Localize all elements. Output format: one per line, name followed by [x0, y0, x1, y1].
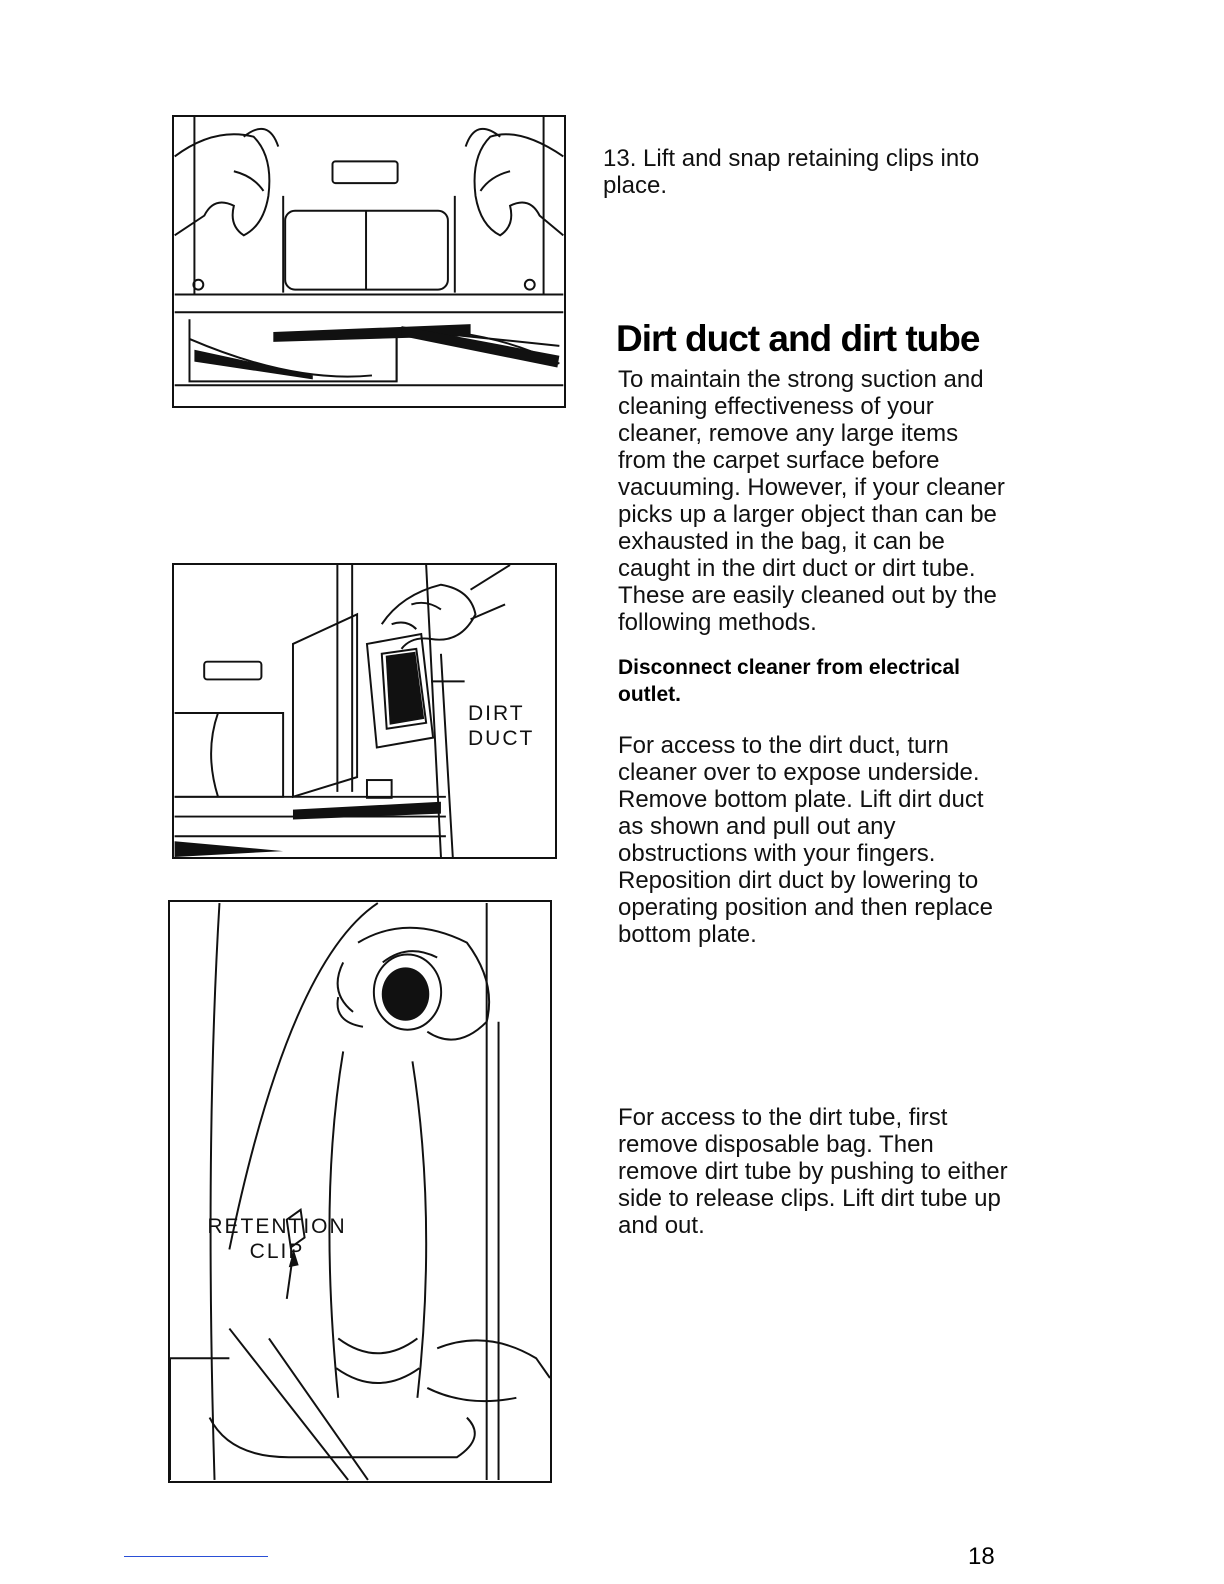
retaining-clips-illustration [174, 117, 564, 406]
page-number: 18 [968, 1543, 995, 1570]
figure-retaining-clips [172, 115, 566, 408]
intro-paragraph: To maintain the strong suction and cleaning effectiveness of your cleaner, remove any large items from the carpet surface before vacuuming. However, if your cleaner picks up a larger object than can be exhausted in the bag, it can be caught in the dirt duct or dirt tube. These are easily cleaned out by the following methods. [618, 366, 1005, 636]
disconnect-warning: Disconnect cleaner from electrical outlet. [618, 656, 960, 706]
retention-clip-callout: RETENTION CLIP [207, 1215, 347, 1263]
footer-rule [124, 1556, 268, 1557]
dirt-tube-illustration [170, 902, 550, 1481]
dirt-duct-instructions: For access to the dirt duct, turn cleaner over to expose underside. Remove bottom plate. Lift dirt duct as shown and pull out any obstructions with your fingers. Reposition dirt duct by lowering to operating position and then replace bottom plate. [618, 732, 993, 948]
figure-dirt-tube [168, 900, 552, 1483]
section-heading: Dirt duct and dirt tube [616, 318, 980, 359]
dirt-tube-instructions: For access to the dirt tube, first remove disposable bag. Then remove dirt tube by pushing to either side to release clips. Lift dirt tube up and out. [618, 1104, 1008, 1239]
dirt-duct-callout: DIRT DUCT [468, 702, 535, 750]
step-13-text: 13. Lift and snap retaining clips into place. [603, 145, 980, 199]
